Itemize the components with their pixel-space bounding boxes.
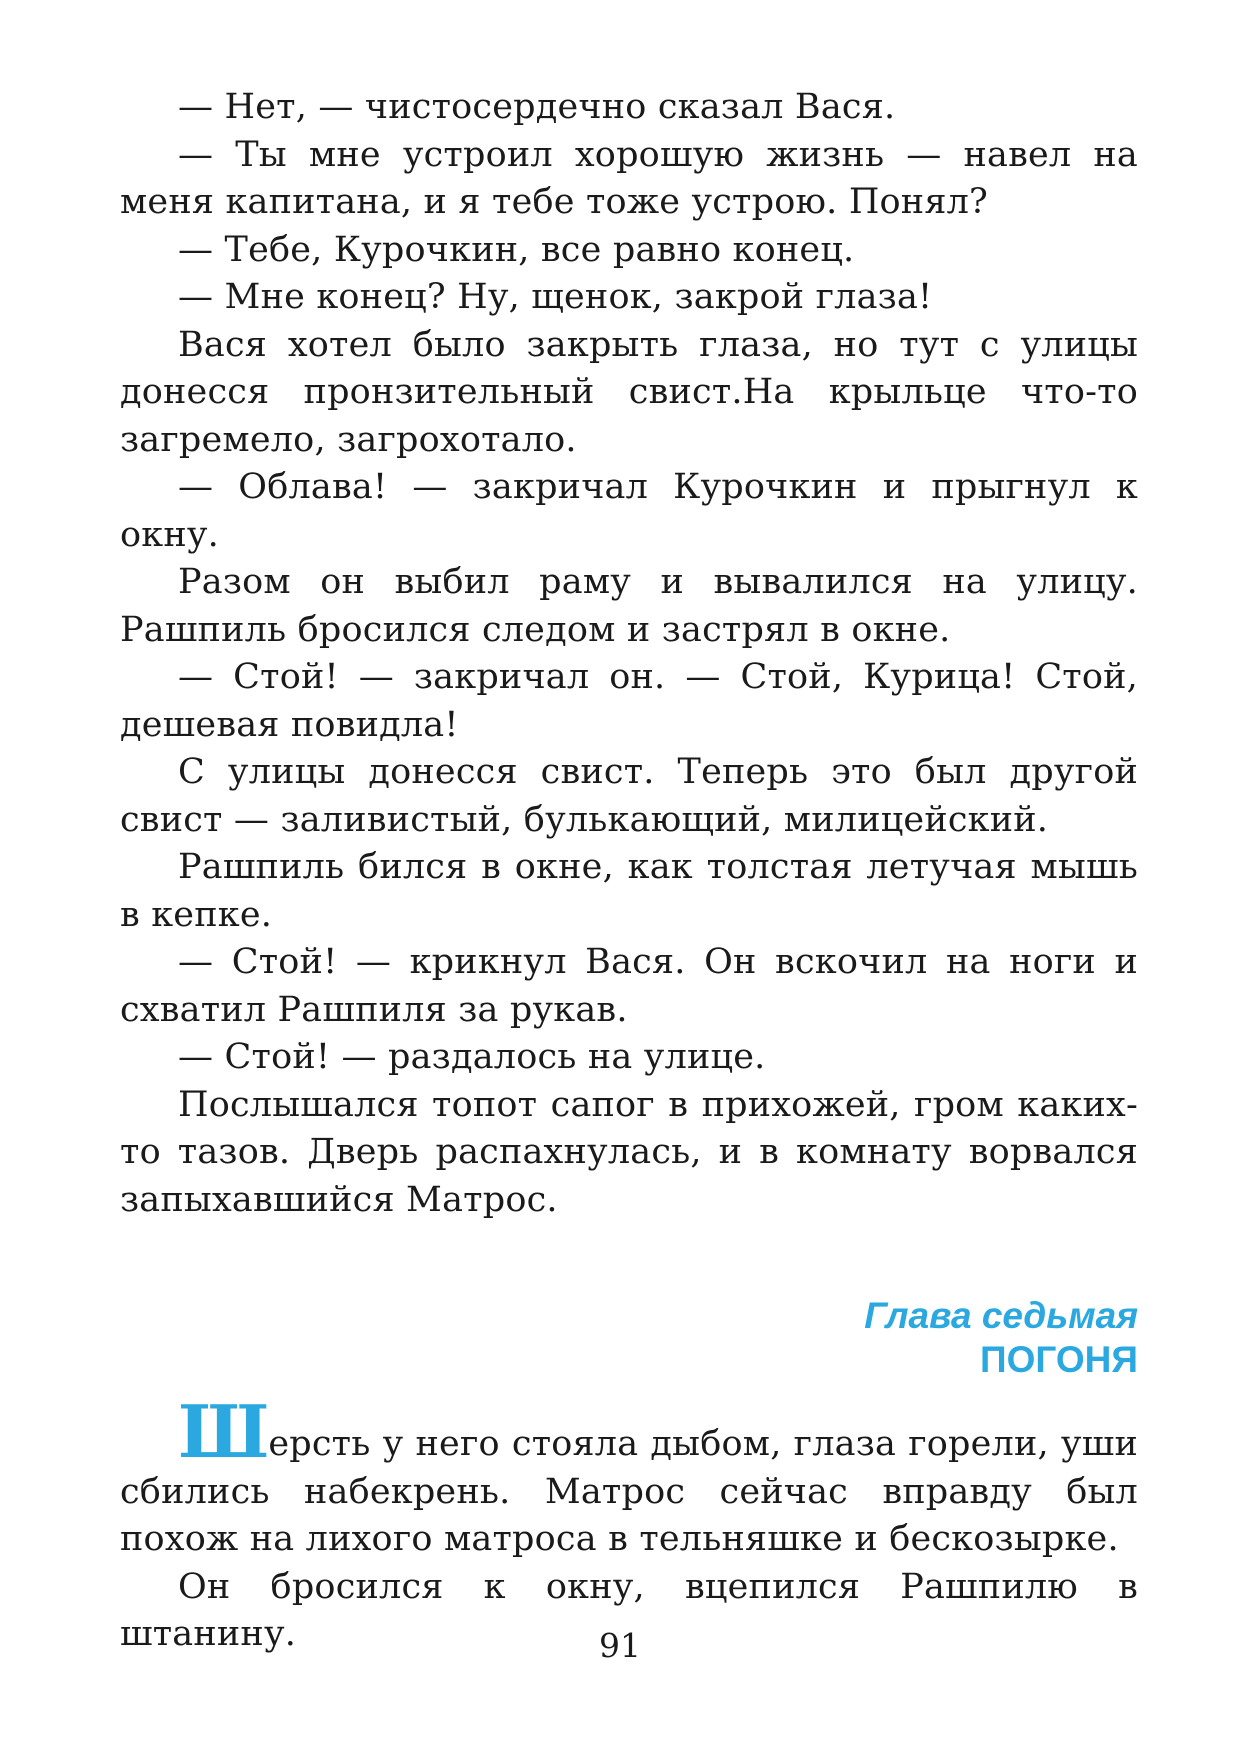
paragraph: Рашпиль бился в окне, как толстая летучая мышь в кепке. — [120, 847, 1138, 935]
paragraph: — Тебе, Курочкин, все равно конец. — [178, 229, 855, 270]
paragraph: Разом он выбил раму и вывалился на улицу. Рашпиль бросился следом и застрял в окне. — [120, 562, 1138, 650]
paragraph: — Стой! — крикнул Вася. Он вскочил на ноги и схватил Рашпиля за рукав. — [120, 942, 1138, 1030]
paragraph: Вася хотел было закрыть глаза, но тут с улицы донесся пронзительный свист.На крыльце что-то загремело, загрохотало. — [120, 324, 1138, 460]
chapter-first-paragraph — [120, 1389, 1138, 1564]
paragraph: — Облава! — закричал Курочкин и прыгнул к окну. — [120, 467, 1138, 555]
drop-cap: Ш — [178, 1389, 269, 1474]
first-paragraph-text: ерсть у него стояла дыбом, глаза горели, уши сбились набекрень. Матрос сейчас вправду был похож на лихого матроса в тельняшке и бескозырке. — [120, 1424, 1138, 1559]
book-page — [120, 84, 1138, 1659]
paragraph: — Мне конец? Ну, щенок, закрой глаза! — [178, 277, 933, 317]
paragraph: Он бросился к окну, вцепился Рашпилю в штанину. — [120, 1566, 1138, 1654]
chapter-body — [120, 1389, 1138, 1659]
chapter-heading — [120, 1294, 1138, 1382]
chapter-number: Глава седьмая — [864, 1295, 1138, 1336]
paragraph: С улицы донесся свист. Теперь это был другой свист — заливистый, булькающий, милицейский. — [120, 752, 1138, 840]
paragraph: — Стой! — закричал он. — Стой, Курица! Стой, дешевая повидла! — [120, 657, 1138, 745]
paragraph: — Ты мне устроил хорошую жизнь — навел на меня капитана, и я тебе тоже устрою. Понял? — [120, 134, 1138, 222]
page-number: 91 — [599, 1626, 641, 1665]
chapter-title: ПОГОНЯ — [980, 1339, 1138, 1380]
paragraph: — Нет, — чистосердечно сказал Вася. — [178, 87, 896, 127]
paragraph: Послышался топот сапог в прихожей, гром каких-то тазов. Дверь распахнулась, и в комнату ворвался запыхавшийся Матрос. — [120, 1084, 1138, 1220]
paragraph: — Стой! — раздалось на улице. — [178, 1037, 766, 1077]
